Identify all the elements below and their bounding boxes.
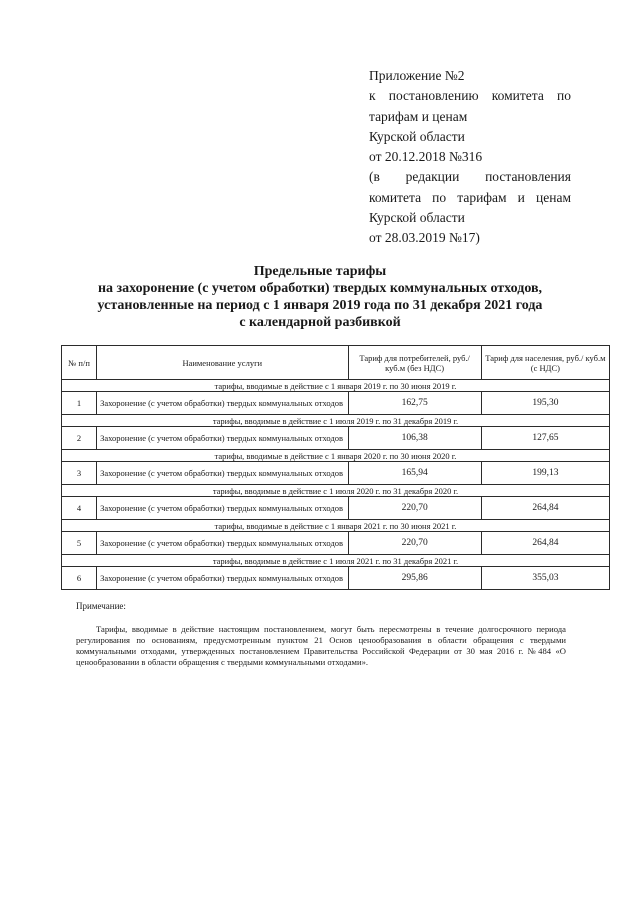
row-service: Захоронение (с учетом обработки) твердых коммунальных отходов: [97, 427, 348, 450]
appendix-line: (в редакции постановления: [369, 169, 571, 185]
table-row: [62, 462, 610, 485]
document-title: [70, 263, 570, 331]
period-label: тарифы, вводимые в действие с 1 июля 2021 г. по 31 декабря 2021 г.: [62, 555, 610, 567]
row-price-population: 195,30: [481, 392, 609, 415]
period-label: тарифы, вводимые в действие с 1 июля 2019 г. по 31 декабря 2019 г.: [62, 415, 610, 427]
row-service: Захоронение (с учетом обработки) твердых коммунальных отходов: [97, 567, 348, 590]
table-row: [62, 532, 610, 555]
appendix-line: от 28.03.2019 №17): [369, 230, 480, 246]
period-row: [62, 555, 610, 567]
period-row: [62, 415, 610, 427]
row-price-population: 355,03: [481, 567, 609, 590]
row-service: Захоронение (с учетом обработки) твердых коммунальных отходов: [97, 392, 348, 415]
period-row: [62, 520, 610, 532]
row-price-consumers: 162,75: [348, 392, 481, 415]
table-header-row: [62, 346, 610, 380]
appendix-line: Курской области: [369, 210, 465, 226]
row-price-population: 264,84: [481, 532, 609, 555]
row-price-consumers: 220,70: [348, 532, 481, 555]
appendix-block: [369, 66, 571, 249]
header-num: № п/п: [62, 346, 97, 380]
period-row: [62, 485, 610, 497]
appendix-line: Приложение №2: [369, 68, 465, 83]
appendix-line: комитета по тарифам и ценам: [369, 189, 571, 205]
row-price-population: 199,13: [481, 462, 609, 485]
title-line: Предельные тарифы: [253, 264, 387, 279]
row-num: 3: [62, 462, 97, 485]
row-price-consumers: 165,94: [348, 462, 481, 485]
row-service: Захоронение (с учетом обработки) твердых коммунальных отходов: [97, 532, 348, 555]
note-text: Тарифы, вводимые в действие настоящим постановлением, могут быть пересмотрены в течение долгосрочного периода регулирования по основаниям, предусмотренным пунктом 21 Основ ценообразования в области обращения с твердыми коммунальными отходами, утвержденных постановлением Правительства Российской Федерации от 30 мая 2016 г. №484 «О ценообразовании в области обращения с твердыми коммунальными отходами».: [76, 624, 566, 667]
title-line: на захоронение (с учетом обработки) твердых коммунальных отходов,: [97, 281, 543, 296]
title-line: с календарной разбивкой: [239, 315, 401, 330]
header-price-consumers: Тариф для потребителей, руб./ куб.м (без НДС): [348, 346, 481, 380]
row-service: Захоронение (с учетом обработки) твердых коммунальных отходов: [97, 497, 348, 520]
row-num: 4: [62, 497, 97, 520]
appendix-line: от 20.12.2018 №316: [369, 149, 483, 165]
header-price-population: Тариф для населения, руб./ куб.м (с НДС): [481, 346, 609, 380]
period-label: тарифы, вводимые в действие с 1 января 2020 г. по 30 июня 2020 г.: [62, 450, 610, 462]
row-num: 6: [62, 567, 97, 590]
header-service: Наименование услуги: [97, 346, 348, 380]
appendix-line: к постановлению комитета по: [369, 88, 571, 104]
note-label: Примечание:: [76, 601, 126, 611]
row-price-consumers: 295,86: [348, 567, 481, 590]
period-label: тарифы, вводимые в действие с 1 января 2019 г. по 30 июня 2019 г.: [62, 380, 610, 392]
table-row: [62, 497, 610, 520]
period-row: [62, 450, 610, 462]
title-line: установленные на период с 1 января 2019 года по 31 декабря 2021 года: [97, 298, 543, 313]
period-row: [62, 380, 610, 392]
row-num: 1: [62, 392, 97, 415]
table-row: [62, 392, 610, 415]
table-row: [62, 567, 610, 590]
row-price-population: 264,84: [481, 497, 609, 520]
row-price-consumers: 106,38: [348, 427, 481, 450]
period-label: тарифы, вводимые в действие с 1 июля 2020 г. по 31 декабря 2020 г.: [62, 485, 610, 497]
tariffs-table: [61, 345, 610, 590]
row-price-consumers: 220,70: [348, 497, 481, 520]
table-row: [62, 427, 610, 450]
row-price-population: 127,65: [481, 427, 609, 450]
period-label: тарифы, вводимые в действие с 1 января 2021 г. по 30 июня 2021 г.: [62, 520, 610, 532]
appendix-line: тарифам и ценам: [369, 108, 468, 124]
row-num: 5: [62, 532, 97, 555]
appendix-line: Курской области: [369, 128, 465, 144]
row-num: 2: [62, 427, 97, 450]
row-service: Захоронение (с учетом обработки) твердых коммунальных отходов: [97, 462, 348, 485]
